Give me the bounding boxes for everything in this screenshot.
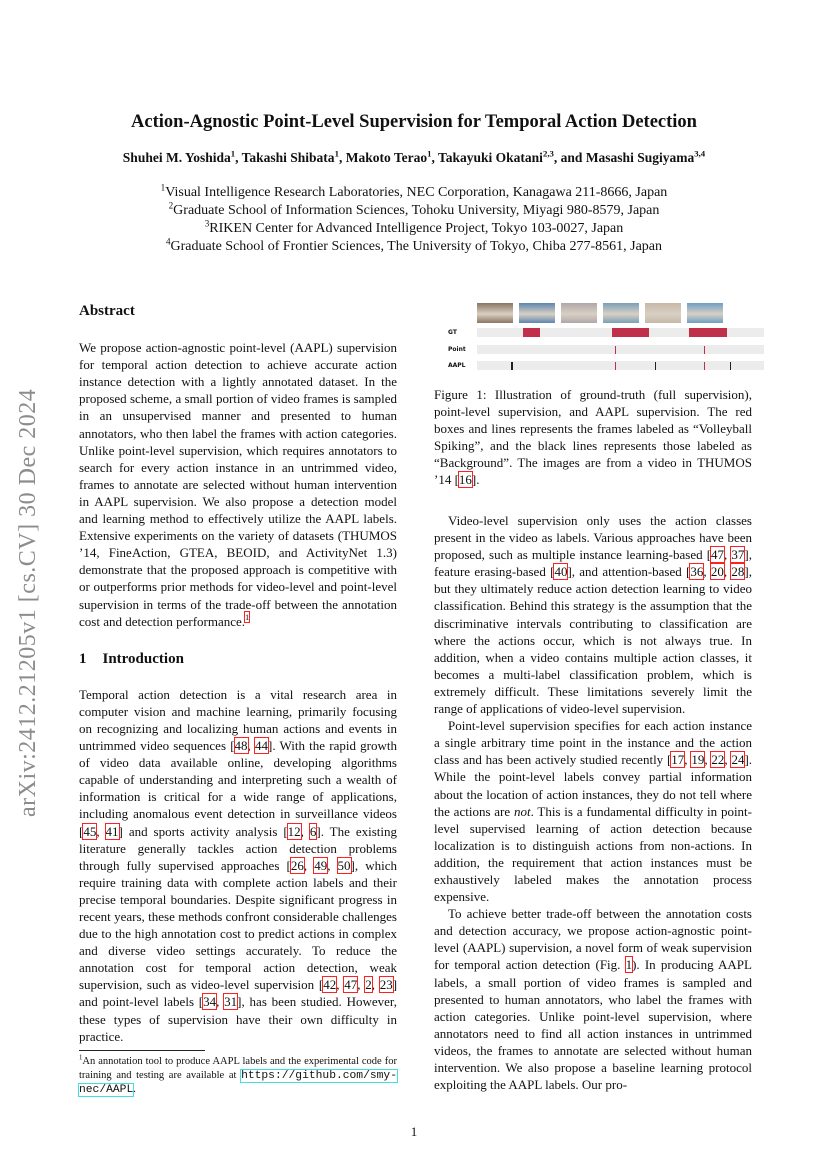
- abstract-heading: Abstract: [79, 303, 135, 319]
- paper-title: Action-Agnostic Point-Level Supervision for Temporal Action Detection: [131, 112, 697, 132]
- affiliation-line: $^4$Graduate School of Frontier Sciences, The University of Tokyo, Chiba 277-8561, Japan: [165, 236, 663, 254]
- intro-heading: 1 Introduction: [79, 650, 184, 667]
- citation-link[interactable]: 49: [314, 857, 328, 873]
- paragraph-video-level: Video-level supervision only uses the action classes present in the video as labels. Various approaches have been proposed, such as multiple instance learning-based [47, 37], feature erasing-based [40], and attention-based [36, 20, 28], but they ultimately reduce action detection learning to video classification. Behind this strategy is the assumption that the discriminative intervals contributing to classification are where the actions occur, which is not always true. In addition, when a video contains multiple action classes, it becomes a multi-label classification problem, which is extremely difficult. These limitations severely limit the range of applications of video-level supervision.: [434, 513, 753, 717]
- code-url-link[interactable]: https://github.com/smy-nec/AAPL: [79, 1069, 397, 1097]
- aapl-label-mark: [615, 362, 616, 370]
- footnote-divider: [79, 1050, 205, 1051]
- left-column: [79, 303, 397, 1045]
- point-label-mark: [615, 346, 616, 354]
- video-frame-thumbnail: [477, 303, 513, 323]
- citation-link[interactable]: 23: [379, 977, 393, 993]
- affiliation-line: $^2$Graduate School of Information Sciences, Tohoku University, Miyagi 980-8579, Japan: [168, 200, 660, 218]
- footnote: $^1$An annotation tool to produce AAPL labels and the experimental code for training and testing are available at https://github.com/smy-nec/AAPL.: [79, 1054, 397, 1097]
- citation-link[interactable]: 50: [337, 857, 351, 873]
- citation-link[interactable]: 45: [83, 823, 97, 839]
- citation-link[interactable]: 2: [365, 977, 372, 993]
- author-name: Takashi Shibata: [241, 150, 335, 165]
- abstract-text: We propose action-agnostic point-level (AAPL) supervision for temporal action detection to achieve accurate action instance detection with a lightly annotated dataset. In the proposed scheme, a small portion of video frames is sampled in an unsupervised manner and presented to human annotators, who then label the frames with action categories. Unlike point-level supervision, which requires annotators to search for every action instance in an untrimmed video, frames to annotate are selected without human intervention in AAPL supervision. We also propose a detection model and learning method to effectively utilize the AAPL labels. Extensive experiments on the variety of datasets (THUMOS ’14, FineAction, GTEA, BEOID, and ActivityNet 1.3) demonstrate that the proposed approach is competitive with or outperforms prior methods for video-level and point-level supervision in terms of the trade-off between the annotation cost and detection performance.$^1$: [79, 340, 397, 629]
- video-frame-thumbnail: [519, 303, 555, 323]
- ground-truth-segment: [689, 328, 726, 337]
- track-label: Point: [448, 346, 466, 353]
- author-affiliation-mark: 1: [230, 148, 236, 159]
- citation-link[interactable]: 26: [290, 857, 304, 873]
- author-list: Shuhei M. Yoshida$^1$, Takashi Shibata$^1$, Makoto Terao$^1$, Takayuki Okatani$^{2,3}$, and Masashi Sugiyama$^{3,4}$: [122, 148, 706, 165]
- paragraph-point-level: Point-level supervision specifies for each action instance a single arbitrary time point in the instance and the action class and has been actively studied recently [17, 19, 22, 24]. While the point-level labels convey partial information about the location of action instances, they do not tell where the actions are not. This is a fundamental difficulty in point-level supervised learning of action detection because localization is to distinguish actions from non-actions. In addition, the requirement that action instances must be exhaustively labeled makes the annotation process expensive.: [434, 718, 753, 905]
- right-column: [434, 512, 752, 1093]
- video-frame-thumbnail: [561, 303, 597, 323]
- citation-link[interactable]: 40: [554, 564, 568, 580]
- author-affiliation-mark: 1: [427, 148, 432, 159]
- citation-link[interactable]: 12: [287, 823, 301, 839]
- citation-link[interactable]: 22: [711, 752, 725, 768]
- author-name: Makoto Terao: [345, 150, 428, 165]
- track-label: GT: [448, 329, 457, 336]
- citation-link[interactable]: 47: [711, 547, 725, 563]
- aapl-label-mark: [704, 362, 705, 370]
- author-affiliation-mark: 2,3: [542, 148, 554, 159]
- ground-truth-segment: [612, 328, 649, 337]
- footnote-link[interactable]: 1: [245, 612, 250, 623]
- citation-link[interactable]: 41: [105, 823, 119, 839]
- citation-link[interactable]: 24: [731, 752, 745, 768]
- timeline-track: [477, 361, 764, 370]
- citation-link[interactable]: 16: [458, 472, 472, 488]
- video-frame-thumbnail: [687, 303, 723, 323]
- affiliation-list: [60, 184, 768, 256]
- figure-1: [434, 303, 752, 489]
- citation-link[interactable]: 31: [224, 994, 238, 1010]
- timeline-track: [477, 328, 764, 337]
- aapl-label-mark: [655, 362, 656, 370]
- citation-link[interactable]: 36: [690, 564, 704, 580]
- arxiv-stamp: arXiv:2412.21205v1 [cs.CV] 30 Dec 2024: [15, 388, 41, 817]
- citation-link[interactable]: 1: [625, 957, 633, 973]
- ground-truth-segment: [523, 328, 540, 337]
- author-name: Masashi Sugiyama: [585, 150, 695, 165]
- citation-link[interactable]: 6: [309, 823, 317, 839]
- citation-link[interactable]: 48: [234, 738, 248, 754]
- citation-link[interactable]: 47: [344, 977, 358, 993]
- timeline-track: [477, 345, 764, 354]
- aapl-label-mark: [511, 362, 512, 370]
- intro-paragraph: Temporal action detection is a vital research area in computer vision and machine learning, primarily focusing on recognizing and localizing human actions and events in untrimmed video sequences [48, 44]. With the rapid growth of video data available online, developing algorithms capable of understanding and interpreting such a wealth of information is critical for a wide range of applications, including anomalous event detection in surveillance videos [45, 41] and sports activity analysis [12, 6]. The existing literature generally tackles action detection problems through fully supervised approaches [26, 49, 50], which require training data with complete action labels and their precise temporal boundaries. Despite significant progress in recent years, these methods confront considerable challenges due to the high annotation cost to predict actions in complex and diverse video settings accurately. To reduce the annotation cost for temporal action detection, weak supervision, such as video-level supervision [42, 47, 2, 23] and point-level labels [34, 31], has been studied. However, these types of supervision have their own difficulty in practice.: [79, 686, 398, 1044]
- video-frame-thumbnail: [603, 303, 639, 323]
- emphasis: not: [513, 803, 531, 819]
- citation-link[interactable]: 42: [323, 977, 337, 993]
- point-label-mark: [704, 346, 705, 354]
- author-affiliation-mark: 3,4: [694, 148, 706, 159]
- citation-link[interactable]: 37: [731, 547, 745, 563]
- citation-link[interactable]: 19: [691, 752, 705, 768]
- figure-caption: Figure 1: Illustration of ground-truth (full supervision), point-level supervision, and AAPL supervision. The red boxes and lines represents the frames labeled as “Volleyball Spiking”, and the black lines represents those labeled as “Background”. The images are from a video in THUMOS ’14 [16].: [434, 387, 752, 488]
- track-label: AAPL: [448, 362, 466, 369]
- page-number: 1: [410, 1124, 418, 1139]
- figure-timeline: [434, 303, 752, 385]
- author-name: Shuhei M. Yoshida: [122, 150, 231, 165]
- citation-link[interactable]: 28: [731, 564, 745, 580]
- video-frame-thumbnail: [645, 303, 681, 323]
- citation-link[interactable]: 17: [671, 752, 685, 768]
- citation-link[interactable]: 34: [203, 994, 217, 1010]
- author-name: Takayuki Okatani: [438, 150, 543, 165]
- author-affiliation-mark: 1: [334, 148, 339, 159]
- aapl-label-mark: [730, 362, 731, 370]
- paragraph-proposal: To achieve better trade-off between the annotation costs and detection accuracy, we propose action-agnostic point-level (AAPL) supervision, a novel form of weak supervision for temporal action detection (Fig. 1). In producing AAPL labels, a small portion of video frames is sampled and presented to human annotators, who label the frames with action categories. Unlike point-level supervision, where annotators need to find all action instances in untrimmed videos, the frames to annotate are selected without human intervention. We also propose a baseline learning protocol exploiting the AAPL labels. Our pro-: [434, 906, 752, 1093]
- citation-link[interactable]: 44: [254, 738, 268, 754]
- citation-link[interactable]: 20: [710, 564, 724, 580]
- affiliation-line: $^1$Visual Intelligence Research Laboratories, NEC Corporation, Kanagawa 211-8666, Japan: [160, 182, 668, 200]
- affiliation-line: $^3$RIKEN Center for Advanced Intelligence Project, Tokyo 103-0027, Japan: [204, 218, 624, 236]
